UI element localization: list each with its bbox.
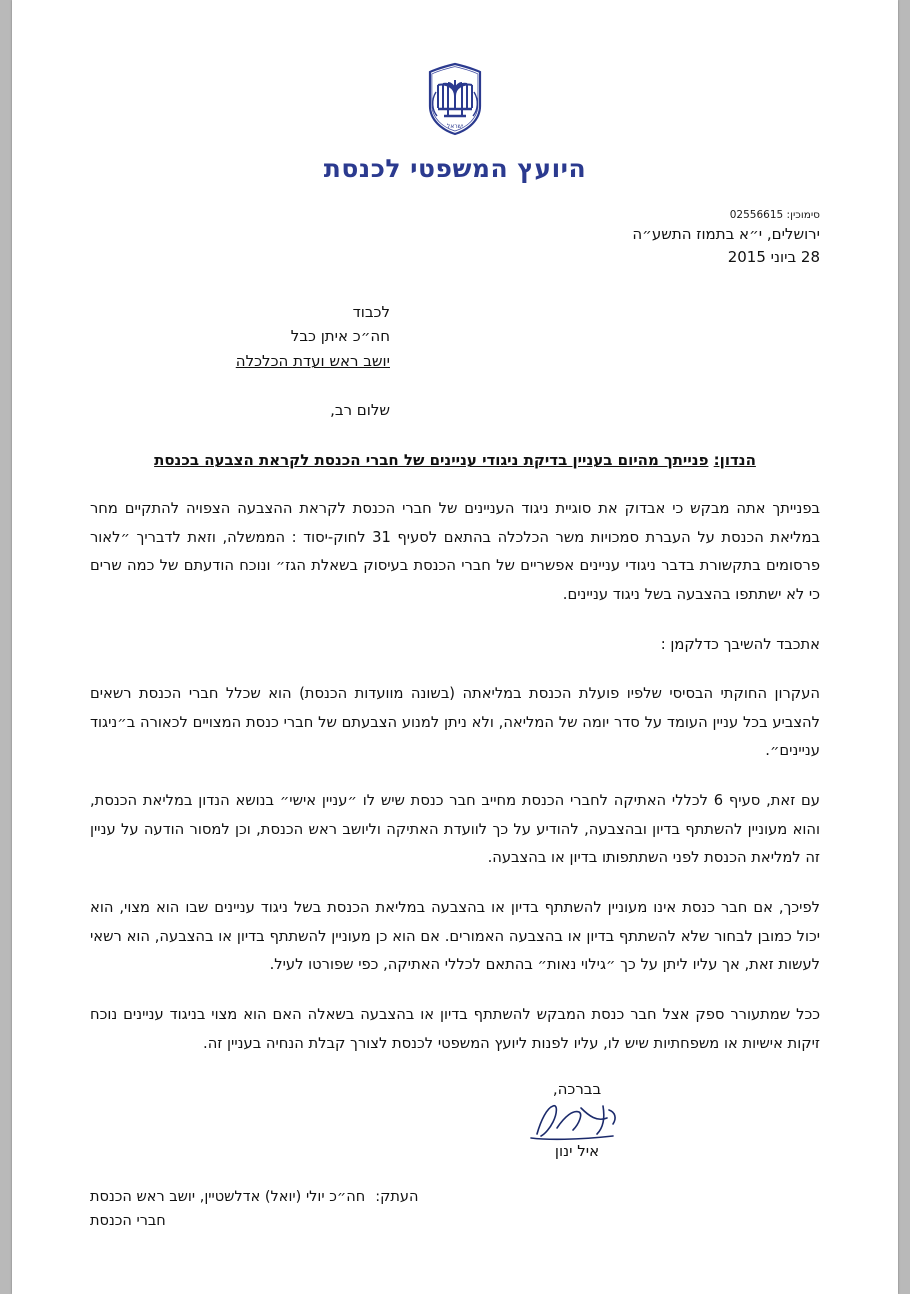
paragraph-3: עם זאת, סעיף 6 לכללי האתיקה לחברי הכנסת מחייב חבר כנסת שיש לו ״עניין אישי״ בנושא הנדון במליאת הכנסת, והוא מעוניין להשתתף בדיון ובהצבעה, להודיע על כך לוועדת האתיקה וליושב ראש הכנסת, וכן למסור הודעה על עניין זה למליאת הכנסת לפני השתתפותו בדיון או בהצבעה. — [90, 792, 820, 867]
letter-body — [90, 495, 820, 1059]
date-gregorian: 28 ביוני 2015 — [727, 247, 820, 266]
subject-line — [90, 451, 820, 469]
svg-text:ישראל: ישראל — [446, 123, 464, 130]
subject-text: פנייתך מהיום בעניין בדיקת ניגודי עניינים של חברי הכנסת לקראת הצבעה בכנסת — [154, 450, 709, 469]
document-page — [12, 0, 898, 1294]
greeting-line: שלום רב, — [330, 400, 390, 419]
page-bottom-margin — [12, 1276, 898, 1294]
addressee-line-3: יושב ראש ועדת הכלכלה — [235, 351, 390, 370]
paragraph-5: ככל שמתעורר ספק אצל חבר כנסת המבקש להשתתף בדיון או בהצבעה בשאלה האם הוא מצוי בניגוד עניינים נוכח זיקות אישיות או משפחתיות שיש לו, עליו לפנות ליועץ המשפטי לכנסת לצורך קבלת הנחיה בעניין זה. — [90, 1006, 820, 1052]
signature-block — [482, 1080, 672, 1160]
document-meta — [90, 209, 820, 268]
copies-recipient-2: חברי הכנסת — [90, 1212, 166, 1229]
emblem-container — [90, 0, 820, 140]
signature-blessing: בברכה, — [552, 1080, 602, 1099]
subject-prefix: הנדון: — [713, 450, 756, 469]
copies-label: העתק: — [375, 1189, 419, 1206]
addressee-line-1: לכבוד — [352, 303, 390, 321]
signature-name: איל ינון — [554, 1142, 600, 1161]
document-inner — [12, 0, 898, 1233]
copies-recipient-1: חה״כ יולי (יואל) אדלשטיין, יושב ראש הכנסת — [90, 1189, 366, 1206]
organization-title: היועץ המשפטי לכנסת — [323, 154, 587, 183]
copies-row-1 — [90, 1186, 820, 1209]
copies-row-2 — [90, 1210, 820, 1233]
addressee-block — [90, 300, 390, 373]
date-hebrew: ירושלים, י״א בתמוז התשע״ה — [632, 225, 820, 243]
reference-number: סימוכין: 02556615 — [729, 209, 820, 221]
copies-block — [90, 1186, 820, 1232]
paragraph-2: העקרון החוקתי הבסיסי שלפיו פועלת הכנסת במליאתה (בשונה מוועדות הכנסת) הוא שכלל חברי הכנסת רשאים להצביע בכל עניין העומד על סדר יומה של המליאה, ולא ניתן למנוע הצבעתם של חברי כנסת המצויים לכאורה ב״ניגוד עניינים״. — [90, 685, 820, 760]
closing-intro-line: אתכבד להשיבך כדלקמן : — [660, 635, 820, 653]
paragraph-1: בפנייתך אתה מבקש כי אבדוק את סוגיית ניגוד העניינים של חברי הכנסת לקראת ההצבעה הצפויה להתקיים מחר במליאת הכנסת על העברת סמכויות משר הכלכלה בהתאם לסעיף 31 לחוק-יסוד : הממשלה, וזאת לדבריך ״לאור פרסומים בתקשורת בדבר ניגודי עניינים אפשריים של חברי הכנסת בעיסוק בשאלת הגז״ ונוכח הודעתם של כמה שרים כי לא ישתתפו בהצבעה בשל ניגוד עניינים. — [90, 499, 820, 603]
handwritten-signature-icon — [482, 1098, 672, 1144]
israel-state-emblem-icon — [424, 62, 486, 136]
addressee-line-2: חה״כ איתן כבל — [290, 327, 390, 346]
paragraph-4: לפיכך, אם חבר כנסת אינו מעוניין להשתתף בדיון או בהצבעה במליאת הכנסת בשל ניגוד עניינים שבו הוא מצוי, הוא יכול כמובן לבחור שלא להשתתף בדיון או בהצבעה האמורים. אם הוא כן מעוניין להשתתף בדיון או בהצבעה, הוא רשאי לעשות זאת, אך עליו ליתן על כך ״גילוי נאות״ בהתאם לכללי האתיקה, כפי שפורטו לעיל. — [90, 899, 820, 974]
